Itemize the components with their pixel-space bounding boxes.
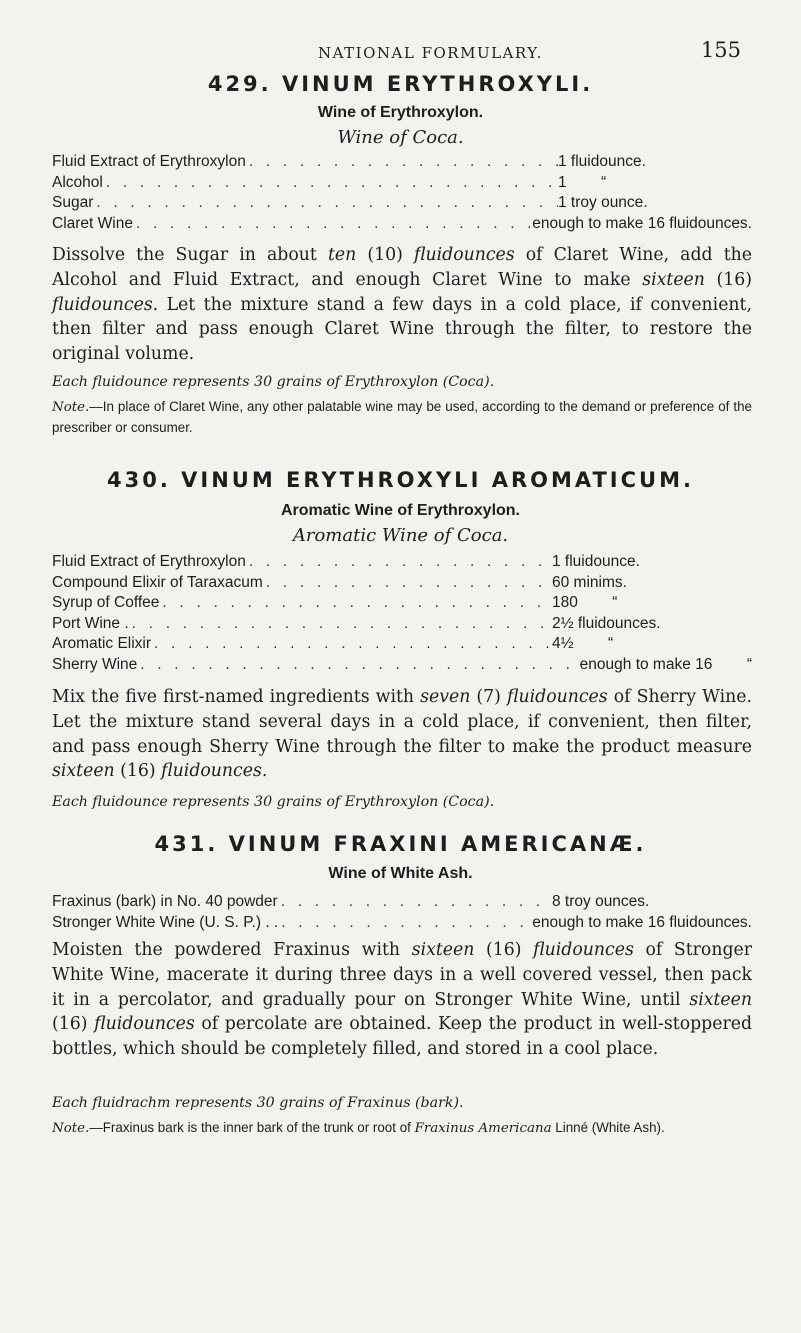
ingredient-row [52, 574, 752, 595]
leader-dots [263, 574, 552, 592]
ingredient-list-429 [52, 153, 752, 235]
leader-dots [159, 594, 552, 612]
ingredient-name: Sherry Wine [52, 655, 138, 673]
ingredient-name: Fluid Extract of Erythroxylon [52, 153, 246, 170]
section-heading-429: 429. VINUM ERYTHROXYLI. [207, 72, 594, 96]
emphasis: fluidounces. [161, 761, 268, 782]
ingredient-row [52, 174, 752, 195]
text-run: Moisten the powdered Fraxinus with [52, 940, 412, 960]
note-label: Note. [52, 1121, 90, 1136]
ingredient-name: Port Wine . [52, 614, 129, 632]
text-run: (16) [704, 269, 753, 290]
ingredient-row [52, 194, 752, 215]
ingredient-row [52, 914, 752, 935]
ingredient-quantity: 2½ fluidounces. [552, 614, 661, 632]
section-heading-430: 430. VINUM ERYTHROXYLI AROMATICUM. [107, 468, 694, 492]
leader-dots [278, 893, 552, 911]
ingredient-quantity: 8 troy ounces. [552, 893, 650, 910]
leader-dots [151, 635, 552, 653]
ingredient-name: Alcohol [52, 173, 103, 191]
text-run: Mix the five first-named ingredients with [52, 687, 421, 707]
leader-dots [246, 153, 558, 171]
ingredient-list-431 [52, 893, 752, 934]
note-label: Note. [52, 400, 90, 415]
emphasis: ten [327, 245, 357, 265]
page-number: 155 [700, 38, 741, 62]
section-subtitle-431: Wine of White Ash. [328, 865, 473, 882]
directions-429 [52, 243, 752, 367]
ingredient-row [52, 893, 752, 914]
ingredient-name: Compound Elixir of Taraxacum [52, 573, 263, 591]
ingredient-name: Claret Wine [52, 214, 133, 232]
leader-dots [93, 194, 558, 212]
text-run: of Sherry Wine. Let the mixture stand several days in a cold place, if convenient, then filter, and pass enough Sherry Wine through the filter to make the product measure [52, 687, 752, 757]
ingredient-quantity: 180 “ [552, 594, 618, 611]
ingredient-row [52, 553, 752, 574]
text-run: (10) [356, 245, 414, 265]
section-alt-title-430: Aromatic Wine of Coca. [292, 525, 509, 546]
ingredient-quantity: enough to make 16 fluidounces. [532, 214, 752, 232]
text-run: (7) [470, 687, 507, 707]
leader-dots [278, 914, 532, 932]
ingredient-name: Fraxinus (bark) in No. 40 powder [52, 893, 278, 910]
text-run: Let the mixture stand a few days in a cold place, if convenient, then filter and pass enough Claret Wine through the filter, to restore the original volume. [52, 294, 752, 365]
ingredient-quantity: 1 troy ounce. [558, 194, 648, 211]
ingredient-name: Aromatic Elixir [52, 635, 152, 652]
running-title: NATIONAL FORMULARY. [318, 44, 543, 62]
leader-dots [133, 215, 532, 233]
text-run: Dissolve the Sugar in about [52, 245, 328, 265]
section-heading-431: 431. VINUM FRAXINI AMERICANÆ. [154, 832, 647, 856]
note-429 [52, 397, 752, 438]
note-text: Linné (White Ash). [551, 1120, 665, 1135]
ingredient-row [52, 615, 752, 636]
note-431 [52, 1118, 752, 1139]
emphasis: fluidounces [94, 1014, 195, 1035]
note-text: —Fraxinus bark is the inner bark of the trunk or root of [89, 1120, 415, 1135]
emphasis: sixteen [689, 989, 752, 1010]
emphasis: sixteen [52, 761, 115, 782]
emphasis: sixteen [411, 940, 475, 960]
section-alt-title-429: Wine of Coca. [337, 127, 464, 148]
text-run: of Claret Wine, add the Alcohol and Fluid Extract, and enough Claret Wine to make [52, 245, 752, 290]
potency-statement-429: Each fluidounce represents 30 grains of Erythroxylon (Coca). [52, 374, 495, 390]
ingredient-name: Sugar [52, 194, 94, 211]
ingredient-row [52, 215, 752, 236]
ingredient-name: Fluid Extract of Erythroxylon [52, 553, 246, 570]
directions-431 [52, 938, 752, 1062]
ingredient-row [52, 635, 752, 656]
ingredient-name: Stronger White Wine (U. S. P.) . . [52, 913, 279, 931]
ingredient-quantity: 1 fluidounce. [558, 153, 646, 170]
ingredient-quantity: 4½ “ [552, 635, 614, 652]
section-subtitle-429: Wine of Erythroxylon. [317, 104, 484, 121]
running-head [0, 44, 801, 62]
ingredient-list-430 [52, 553, 752, 676]
emphasis: fluidounces. [52, 294, 159, 315]
text-run: of Stronger White Wine, macerate it during three days in a well covered vessel, then pack it in a percolator, and gradually pour on Stronger White Wine, until [52, 940, 753, 1010]
emphasis: sixteen [642, 269, 705, 290]
text-run: of percolate are obtained. Keep the product in well-stoppered bottles, which should be completely filled, and stored in a cool place. [52, 1014, 753, 1060]
text-run: (16) [52, 1014, 95, 1035]
section-subtitle-430: Aromatic Wine of Erythroxylon. [281, 502, 520, 519]
text-run: (16) [114, 761, 162, 782]
directions-430 [52, 685, 752, 784]
ingredient-quantity: enough to make 16 “ [579, 655, 752, 673]
leader-dots [103, 174, 558, 192]
potency-statement-430: Each fluidounce represents 30 grains of Erythroxylon (Coca). [52, 794, 495, 810]
ingredient-name: Syrup of Coffee [52, 594, 160, 611]
ingredient-row [52, 656, 752, 677]
text-run: (16) [474, 940, 534, 960]
potency-statement-431: Each fluidrachm represents 30 grains of Fraxinus (bark). [52, 1095, 464, 1111]
ingredient-quantity: 1 fluidounce. [552, 553, 640, 570]
leader-dots [129, 615, 552, 633]
note-text: —In place of Claret Wine, any other palatable wine may be used, according to the demand or preference of the prescriber or consumer. [52, 399, 752, 435]
ingredient-quantity: 1 “ [558, 173, 607, 191]
emphasis: Fraxinus Americana [414, 1121, 552, 1136]
leader-dots [246, 553, 552, 571]
ingredient-quantity: enough to make 16 fluidounces. [532, 913, 752, 931]
ingredient-quantity: 60 minims. [552, 573, 627, 591]
emphasis: fluidounces [506, 687, 608, 707]
emphasis: fluidounces [533, 940, 634, 960]
emphasis: seven [420, 687, 471, 707]
ingredient-row [52, 153, 752, 174]
ingredient-row [52, 594, 752, 615]
emphasis: fluidounces [413, 245, 515, 265]
leader-dots [137, 656, 579, 674]
